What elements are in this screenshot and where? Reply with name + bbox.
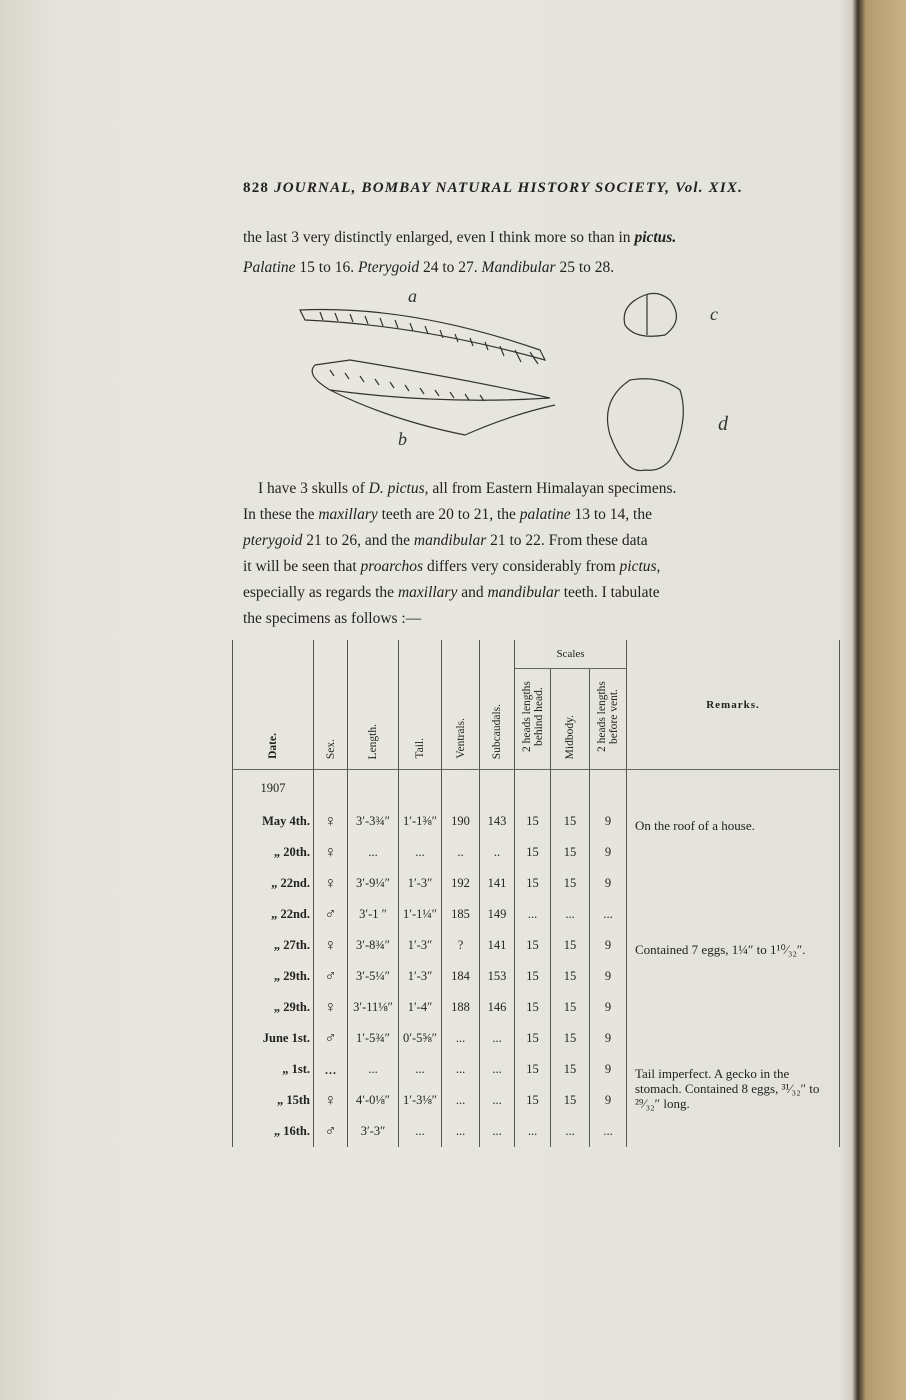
table-cell: 15 — [551, 1054, 590, 1085]
table-cell: ♂ — [314, 1116, 348, 1147]
table-cell: 15 — [515, 806, 551, 837]
table-cell: ... — [480, 1085, 515, 1116]
table-cell: 192 — [442, 868, 480, 899]
table-row — [233, 930, 840, 961]
table-cell: ... — [590, 899, 627, 930]
table-cell: ... — [442, 1085, 480, 1116]
table-cell: „ 22nd. — [233, 868, 314, 899]
table-cell: 0′-5⅝″ — [399, 1023, 442, 1054]
table-cell: 15 — [515, 992, 551, 1023]
table-cell: 15 — [551, 837, 590, 868]
table-cell: ... — [399, 1054, 442, 1085]
table-cell: ... — [480, 1116, 515, 1147]
figure-label-b: b — [398, 429, 407, 449]
col-scales-behind-head: 2 heads lengths behind head. — [515, 669, 551, 770]
table-cell: „ 29th. — [233, 961, 314, 992]
table-cell: 188 — [442, 992, 480, 1023]
table-cell: .. — [480, 837, 515, 868]
table-cell: 9 — [590, 1054, 627, 1085]
col-length: Length. — [348, 640, 399, 770]
text-line: Palatine 15 to 16. Pterygoid 24 to 27. Mandibular 25 to 28. — [243, 259, 615, 276]
running-header — [243, 180, 838, 197]
table-cell: ... — [314, 1054, 348, 1085]
table-cell: 4′-0⅛″ — [348, 1085, 399, 1116]
table-cell: 15 — [515, 930, 551, 961]
table-cell: 15 — [551, 992, 590, 1023]
table-cell: ♀ — [314, 837, 348, 868]
table-cell: 141 — [480, 930, 515, 961]
table-cell: ... — [442, 1054, 480, 1085]
table-cell: ♂ — [314, 961, 348, 992]
table-cell: „ 29th. — [233, 992, 314, 1023]
table-cell: 15 — [515, 1085, 551, 1116]
table-cell: ... — [399, 837, 442, 868]
table-cell: 143 — [480, 806, 515, 837]
table-cell: ♂ — [314, 1023, 348, 1054]
table-cell: ... — [399, 1116, 442, 1147]
page-number: 828 — [243, 180, 270, 196]
table-cell: ... — [348, 1054, 399, 1085]
table-cell: 15 — [515, 961, 551, 992]
col-remarks: Remarks. — [627, 640, 840, 770]
col-date: Date. — [233, 640, 314, 770]
table-row — [233, 1054, 840, 1085]
figure-label-c: c — [710, 304, 718, 324]
table-cell: 15 — [551, 961, 590, 992]
col-scales-before-vent: 2 heads lengths before vent. — [590, 669, 627, 770]
text-line: the last 3 very distinctly enlarged, even I think more so than in pictus. — [243, 229, 677, 246]
table-cell: 149 — [480, 899, 515, 930]
table-cell: 153 — [480, 961, 515, 992]
table-cell: 3′-3¾″ — [348, 806, 399, 837]
table-cell: June 1st. — [233, 1023, 314, 1054]
volume: Vol. XIX. — [675, 180, 744, 196]
table-cell: 3′-5¼″ — [348, 961, 399, 992]
table-cell: ... — [551, 1116, 590, 1147]
table-cell: 15 — [515, 1054, 551, 1085]
table-cell: 1′-3″ — [399, 961, 442, 992]
table-cell: 3′-11⅛″ — [348, 992, 399, 1023]
col-sex: Sex. — [314, 640, 348, 770]
table-cell: ♀ — [314, 930, 348, 961]
table-cell: ... — [515, 899, 551, 930]
table-cell: 185 — [442, 899, 480, 930]
table-cell: 15 — [515, 1023, 551, 1054]
table-cell: „ 27th. — [233, 930, 314, 961]
table-cell: 9 — [590, 992, 627, 1023]
table-cell: 9 — [590, 806, 627, 837]
table-cell: 3′-1 ″ — [348, 899, 399, 930]
paragraph-line: especially as regards the maxillary and mandibular teeth. I tabulate — [243, 584, 660, 601]
table-cell: 1′-1⅜″ — [399, 806, 442, 837]
table-cell: 141 — [480, 868, 515, 899]
table-cell: ... — [442, 1116, 480, 1147]
col-midbody: Midbody. — [551, 669, 590, 770]
paragraph-line: I have 3 skulls of D. pictus, all from Eastern Himalayan specimens. — [258, 480, 677, 497]
col-tail: Tail. — [399, 640, 442, 770]
journal-title: JOURNAL, BOMBAY NATURAL HISTORY SOCIETY, — [274, 180, 671, 196]
table-cell: .. — [442, 837, 480, 868]
table-cell: ? — [442, 930, 480, 961]
table-cell: 15 — [551, 930, 590, 961]
table-cell: ... — [480, 1023, 515, 1054]
table-cell: 9 — [590, 1085, 627, 1116]
table-cell: 15 — [515, 837, 551, 868]
table-cell: „ 15th — [233, 1085, 314, 1116]
table-cell: „ 1st. — [233, 1054, 314, 1085]
table-cell: 184 — [442, 961, 480, 992]
skull-bone-figure — [290, 280, 750, 480]
table-cell: 9 — [590, 930, 627, 961]
scales-group-header: Scales — [515, 640, 627, 669]
table-cell: 1′-3⅛″ — [399, 1085, 442, 1116]
col-ventrals: Ventrals. — [442, 640, 480, 770]
figure-label-d: d — [718, 413, 728, 435]
table-cell: ... — [515, 1116, 551, 1147]
table-cell: 9 — [590, 1023, 627, 1054]
table-cell: 3′-3″ — [348, 1116, 399, 1147]
table-cell: 15 — [551, 868, 590, 899]
table-cell: 1′-5¾″ — [348, 1023, 399, 1054]
table-cell: „ 22nd. — [233, 899, 314, 930]
table-cell: ♂ — [314, 899, 348, 930]
remarks-cell: On the roof of a house. — [627, 806, 840, 930]
table-cell: ... — [590, 1116, 627, 1147]
paragraph-line: the specimens as follows :— — [243, 610, 422, 627]
table-cell: 3′-8¾″ — [348, 930, 399, 961]
table-cell: „ 16th. — [233, 1116, 314, 1147]
figure-label-a: a — [408, 286, 417, 306]
table-cell: 146 — [480, 992, 515, 1023]
paragraph-line: In these the maxillary teeth are 20 to 21, the palatine 13 to 14, the — [243, 506, 652, 523]
specimen-table — [232, 640, 840, 1147]
table-cell: 1′-1¼″ — [399, 899, 442, 930]
table-cell: May 4th. — [233, 806, 314, 837]
paragraph-line: it will be seen that proarchos differs very considerably from pictus, — [243, 558, 661, 575]
table-cell: ♀ — [314, 992, 348, 1023]
table-cell: 1′-3″ — [399, 868, 442, 899]
table-cell: ... — [348, 837, 399, 868]
table-cell: 15 — [551, 1085, 590, 1116]
table-cell: 1′-3″ — [399, 930, 442, 961]
table-cell: 9 — [590, 837, 627, 868]
year-cell: 1907 — [233, 770, 314, 807]
table-row — [233, 806, 840, 837]
table-cell: ♀ — [314, 806, 348, 837]
table-cell: ... — [551, 899, 590, 930]
table-cell: ♀ — [314, 1085, 348, 1116]
table-cell: 9 — [590, 961, 627, 992]
table-cell: ♀ — [314, 868, 348, 899]
col-subcaudals: Subcaudals. — [480, 640, 515, 770]
table-cell: 3′-9¼″ — [348, 868, 399, 899]
paragraph-line: pterygoid 21 to 26, and the mandibular 21 to 22. From these data — [243, 532, 648, 549]
table-cell: 190 — [442, 806, 480, 837]
table-cell: 15 — [515, 868, 551, 899]
table-cell: 15 — [551, 1023, 590, 1054]
table-cell: ... — [480, 1054, 515, 1085]
table-cell: 9 — [590, 868, 627, 899]
table-cell: 1′-4″ — [399, 992, 442, 1023]
remarks-cell: Contained 7 eggs, 1¼″ to 1¹⁰⁄₃₂″. — [627, 930, 840, 1054]
table-cell: 15 — [551, 806, 590, 837]
remarks-cell: Tail imperfect. A gecko in the stomach. Contained 8 eggs, ³¹⁄₃₂″ to ²⁹⁄₃₂″ long. — [627, 1054, 840, 1147]
table-cell: ... — [442, 1023, 480, 1054]
table-cell: „ 20th. — [233, 837, 314, 868]
